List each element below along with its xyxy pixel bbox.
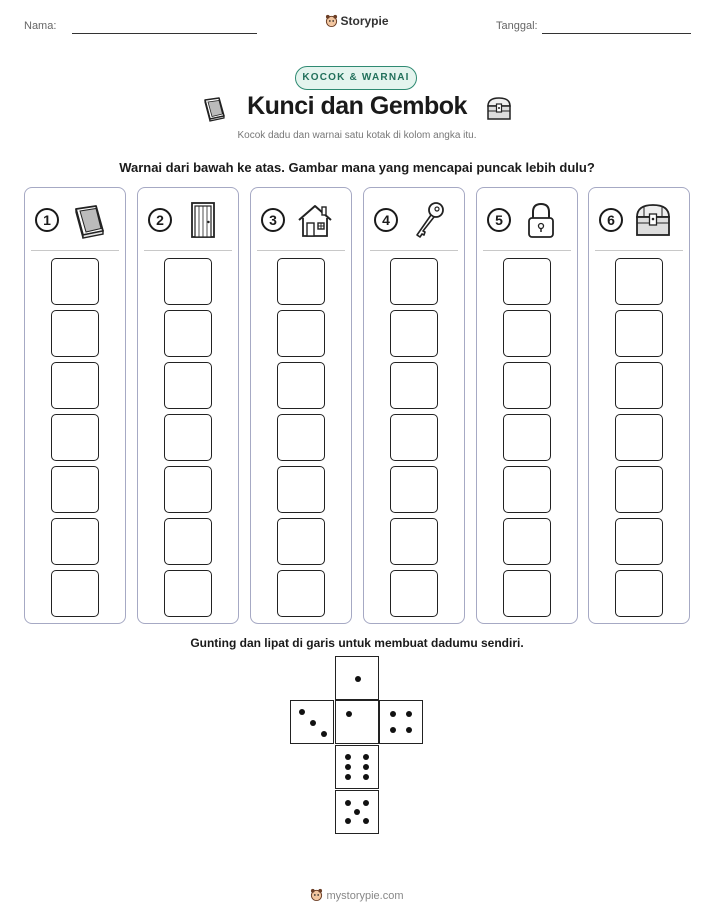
die-pip: [321, 731, 327, 737]
name-line: [72, 33, 257, 34]
brand-name: Storypie: [340, 14, 389, 28]
color-box[interactable]: [503, 466, 551, 513]
column-2: [137, 187, 239, 624]
color-box[interactable]: [277, 414, 325, 461]
color-box[interactable]: [277, 570, 325, 617]
color-box[interactable]: [164, 362, 212, 409]
color-box[interactable]: [503, 258, 551, 305]
brand-logo: [0, 14, 714, 28]
name-label: Nama:: [24, 20, 57, 32]
column-number: 5: [487, 208, 511, 232]
die-pip: [390, 711, 396, 717]
column-divider: [257, 250, 345, 251]
color-box[interactable]: [51, 362, 99, 409]
color-box[interactable]: [277, 466, 325, 513]
die-pip: [363, 754, 369, 760]
color-box[interactable]: [615, 518, 663, 565]
die-face-3: [290, 700, 334, 744]
die-pip: [345, 774, 351, 780]
house-icon: [295, 200, 335, 240]
box-stack: [615, 258, 663, 622]
color-box[interactable]: [390, 414, 438, 461]
die-pip: [345, 754, 351, 760]
die-pip: [354, 809, 360, 815]
die-pip: [310, 720, 316, 726]
die-pip: [406, 711, 412, 717]
die-pip: [355, 676, 361, 682]
die-pip: [363, 774, 369, 780]
color-box[interactable]: [164, 310, 212, 357]
column-divider: [370, 250, 458, 251]
color-box[interactable]: [51, 310, 99, 357]
color-box[interactable]: [390, 362, 438, 409]
color-box[interactable]: [164, 414, 212, 461]
column-number: 2: [148, 208, 172, 232]
box-stack: [277, 258, 325, 622]
book-icon: [69, 200, 109, 240]
die-face-1: [335, 700, 379, 744]
color-box[interactable]: [51, 466, 99, 513]
color-box[interactable]: [164, 258, 212, 305]
column-number: 3: [261, 208, 285, 232]
die-pip: [390, 727, 396, 733]
column-divider: [144, 250, 232, 251]
column-divider: [483, 250, 571, 251]
die-face-5: [335, 790, 379, 834]
color-box[interactable]: [390, 258, 438, 305]
page-title: Kunci dan Gembok: [247, 92, 467, 120]
door-icon: [182, 200, 222, 240]
title-area: [0, 92, 714, 126]
die-net: [290, 656, 424, 836]
footer-url[interactable]: mystorypie.com: [326, 890, 404, 902]
die-pip: [363, 818, 369, 824]
color-box[interactable]: [390, 466, 438, 513]
box-stack: [503, 258, 551, 622]
date-line: [542, 33, 691, 34]
color-box[interactable]: [503, 414, 551, 461]
die-pip: [406, 727, 412, 733]
color-box[interactable]: [51, 258, 99, 305]
box-stack: [164, 258, 212, 622]
color-box[interactable]: [615, 570, 663, 617]
die-pip: [346, 711, 352, 717]
color-box[interactable]: [615, 362, 663, 409]
color-box[interactable]: [277, 518, 325, 565]
color-box[interactable]: [615, 258, 663, 305]
color-box[interactable]: [615, 466, 663, 513]
column-1: [24, 187, 126, 624]
column-number: 1: [35, 208, 59, 232]
box-stack: [390, 258, 438, 622]
color-box[interactable]: [164, 466, 212, 513]
storypie-logo-icon: [310, 888, 323, 901]
color-box[interactable]: [503, 570, 551, 617]
category-badge: KOCOK & WARNAI: [295, 66, 417, 90]
column-divider: [595, 250, 683, 251]
column-4: [363, 187, 465, 624]
key-icon: [408, 200, 448, 240]
die-pip: [345, 764, 351, 770]
column-6: [588, 187, 690, 624]
instruction-text: Warnai dari bawah ke atas. Gambar mana yang mencapai puncak lebih dulu?: [119, 160, 595, 175]
color-box[interactable]: [615, 310, 663, 357]
color-box[interactable]: [503, 310, 551, 357]
storypie-logo-icon: [325, 14, 338, 27]
color-box[interactable]: [390, 518, 438, 565]
color-box[interactable]: [277, 310, 325, 357]
color-box[interactable]: [615, 414, 663, 461]
treasure-chest-icon: [484, 94, 514, 124]
color-box[interactable]: [390, 310, 438, 357]
color-box[interactable]: [277, 362, 325, 409]
color-box[interactable]: [390, 570, 438, 617]
die-face-6: [335, 745, 379, 789]
die-face-1: [335, 656, 379, 700]
date-label: Tanggal:: [496, 20, 538, 32]
color-box[interactable]: [51, 518, 99, 565]
cut-instruction: Gunting dan lipat di garis untuk membuat dadumu sendiri.: [190, 636, 524, 650]
column-3: [250, 187, 352, 624]
die-face-4: [379, 700, 423, 744]
color-box[interactable]: [503, 518, 551, 565]
column-number: 4: [374, 208, 398, 232]
color-box[interactable]: [503, 362, 551, 409]
padlock-icon: [521, 200, 561, 240]
color-box[interactable]: [164, 570, 212, 617]
color-box[interactable]: [51, 414, 99, 461]
die-pip: [345, 818, 351, 824]
die-pip: [299, 709, 305, 715]
column-divider: [31, 250, 119, 251]
page-subtitle: Kocok dadu dan warnai satu kotak di kolom angka itu.: [237, 130, 477, 141]
column-number: 6: [599, 208, 623, 232]
die-pip: [345, 800, 351, 806]
die-pip: [363, 764, 369, 770]
color-box[interactable]: [164, 518, 212, 565]
treasure-chest-icon: [633, 200, 673, 240]
die-pip: [363, 800, 369, 806]
box-stack: [51, 258, 99, 622]
color-box[interactable]: [51, 570, 99, 617]
race-columns: [24, 187, 689, 624]
column-5: [476, 187, 578, 624]
footer: [0, 888, 714, 902]
color-box[interactable]: [277, 258, 325, 305]
